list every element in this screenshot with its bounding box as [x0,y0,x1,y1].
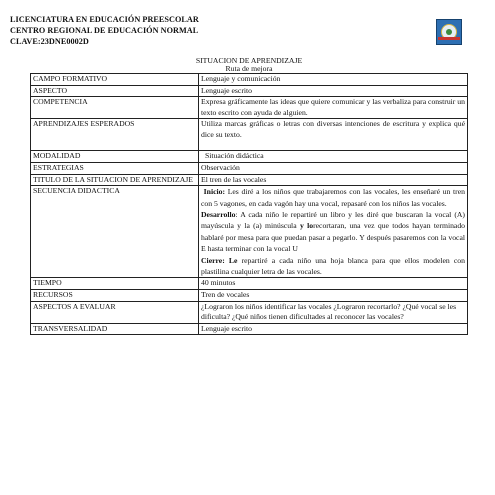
table-row [31,323,468,335]
table-row [31,290,468,302]
row-label-aspectos: ASPECTOS A EVALUAR [31,301,199,323]
cierre-text: repartiré a cada niño una hoja blanca para que ellos modelen con plastilina cualquier letra de las vocales. [201,255,465,276]
row-label-tiempo: TIEMPO [31,278,199,290]
institution-seal-icon [436,19,462,45]
row-label-recursos: RECURSOS [31,290,199,302]
row-label-aprendizajes: APRENDIZAJES ESPERADOS [31,119,199,151]
secuencia-inicio [201,186,465,209]
row-label-secuencia: SECUENCIA DIDACTICA [31,186,199,278]
table-row [31,186,468,278]
row-value-competencia: Expresa gráficamente las ideas que quiere comunicar y las verbaliza para construir un texto escrito con ayuda de alguien. [199,97,468,119]
table-row [31,174,468,186]
row-label-titulo: TITULO DE LA SITUACION DE APRENDIZAJE [31,174,199,186]
row-value-tiempo: 40 minutos [199,278,468,290]
table-row [31,151,468,163]
table-row [31,85,468,97]
row-value-aspectos: ¿Lograron los niños identificar las vocales ¿Lograron recortarlo? ¿Qué vocal se les dificulta? ¿Qué niños tienen dificultades al reconocer las vocales? [199,301,468,323]
row-label-aspecto: ASPECTO [31,85,199,97]
document-subtitle: Ruta de mejora [225,64,273,73]
table-row [31,97,468,119]
row-label-campo-formativo: CAMPO FORMATIVO [31,74,199,86]
row-value-recursos: Tren de vocales [199,290,468,302]
row-value-estrategias: Observación [199,162,468,174]
row-value-secuencia [199,186,468,278]
header-line-3: CLAVE:23DNE0002D [10,37,89,46]
desarrollo-text-1: : A cada niño le repartiré un libro y les diré que buscaran la vocal (A) mayúscula y la (a) minúscula [201,209,465,231]
inicio-text: Les diré a los niños que trabajaremos con las vocales, les enseñaré un tren con 5 vagones, en cada vagón hay una vocal, repasaré con los niños las vocales. [201,187,465,208]
table-row [31,74,468,86]
inicio-label: Inicio: [203,187,226,197]
table-row [31,301,468,323]
institution-header [10,14,199,47]
row-label-competencia: COMPETENCIA [31,97,199,119]
row-label-estrategias: ESTRATEGIAS [31,162,199,174]
desarrollo-text-2: recortaran, una vez que todos hayan terminado hablaré por mesa para que puedan pasar a pegarlo. Y después pasaremos con la vocal E hasta terminar con la vocal U [201,221,466,254]
table-row [31,278,468,290]
planning-table [30,73,468,335]
desarrollo-label: Desarrollo [201,209,236,219]
document-title: SITUACION DE APRENDIZAJE [195,56,303,65]
row-label-transversalidad: TRANSVERSALIDAD [31,323,199,335]
desarrollo-bold: y lo [299,221,314,231]
header-line-2: CENTRO REGIONAL DE EDUCACIÓN NORMAL [10,26,199,35]
row-value-campo-formativo: Lenguaje y comunicación [199,74,468,86]
row-value-transversalidad: Lenguaje escrito [199,323,468,335]
row-value-aprendizajes: Utiliza marcas gráficas o letras con diversas intenciones de escritura y explica qué dice su texto. [199,119,468,151]
row-value-titulo: El tren de las vocales [199,174,468,186]
row-value-modalidad: Situación didáctica [199,151,468,163]
table-row [31,119,468,151]
row-value-aspecto: Lenguaje escrito [199,85,468,97]
secuencia-cierre [201,255,465,278]
cierre-label: Cierre: Le [201,255,238,265]
header-line-1: LICENCIATURA EN EDUCACIÓN PREESCOLAR [10,15,199,24]
table-row [31,162,468,174]
row-label-modalidad: MODALIDAD [31,151,199,163]
secuencia-desarrollo [201,209,465,255]
